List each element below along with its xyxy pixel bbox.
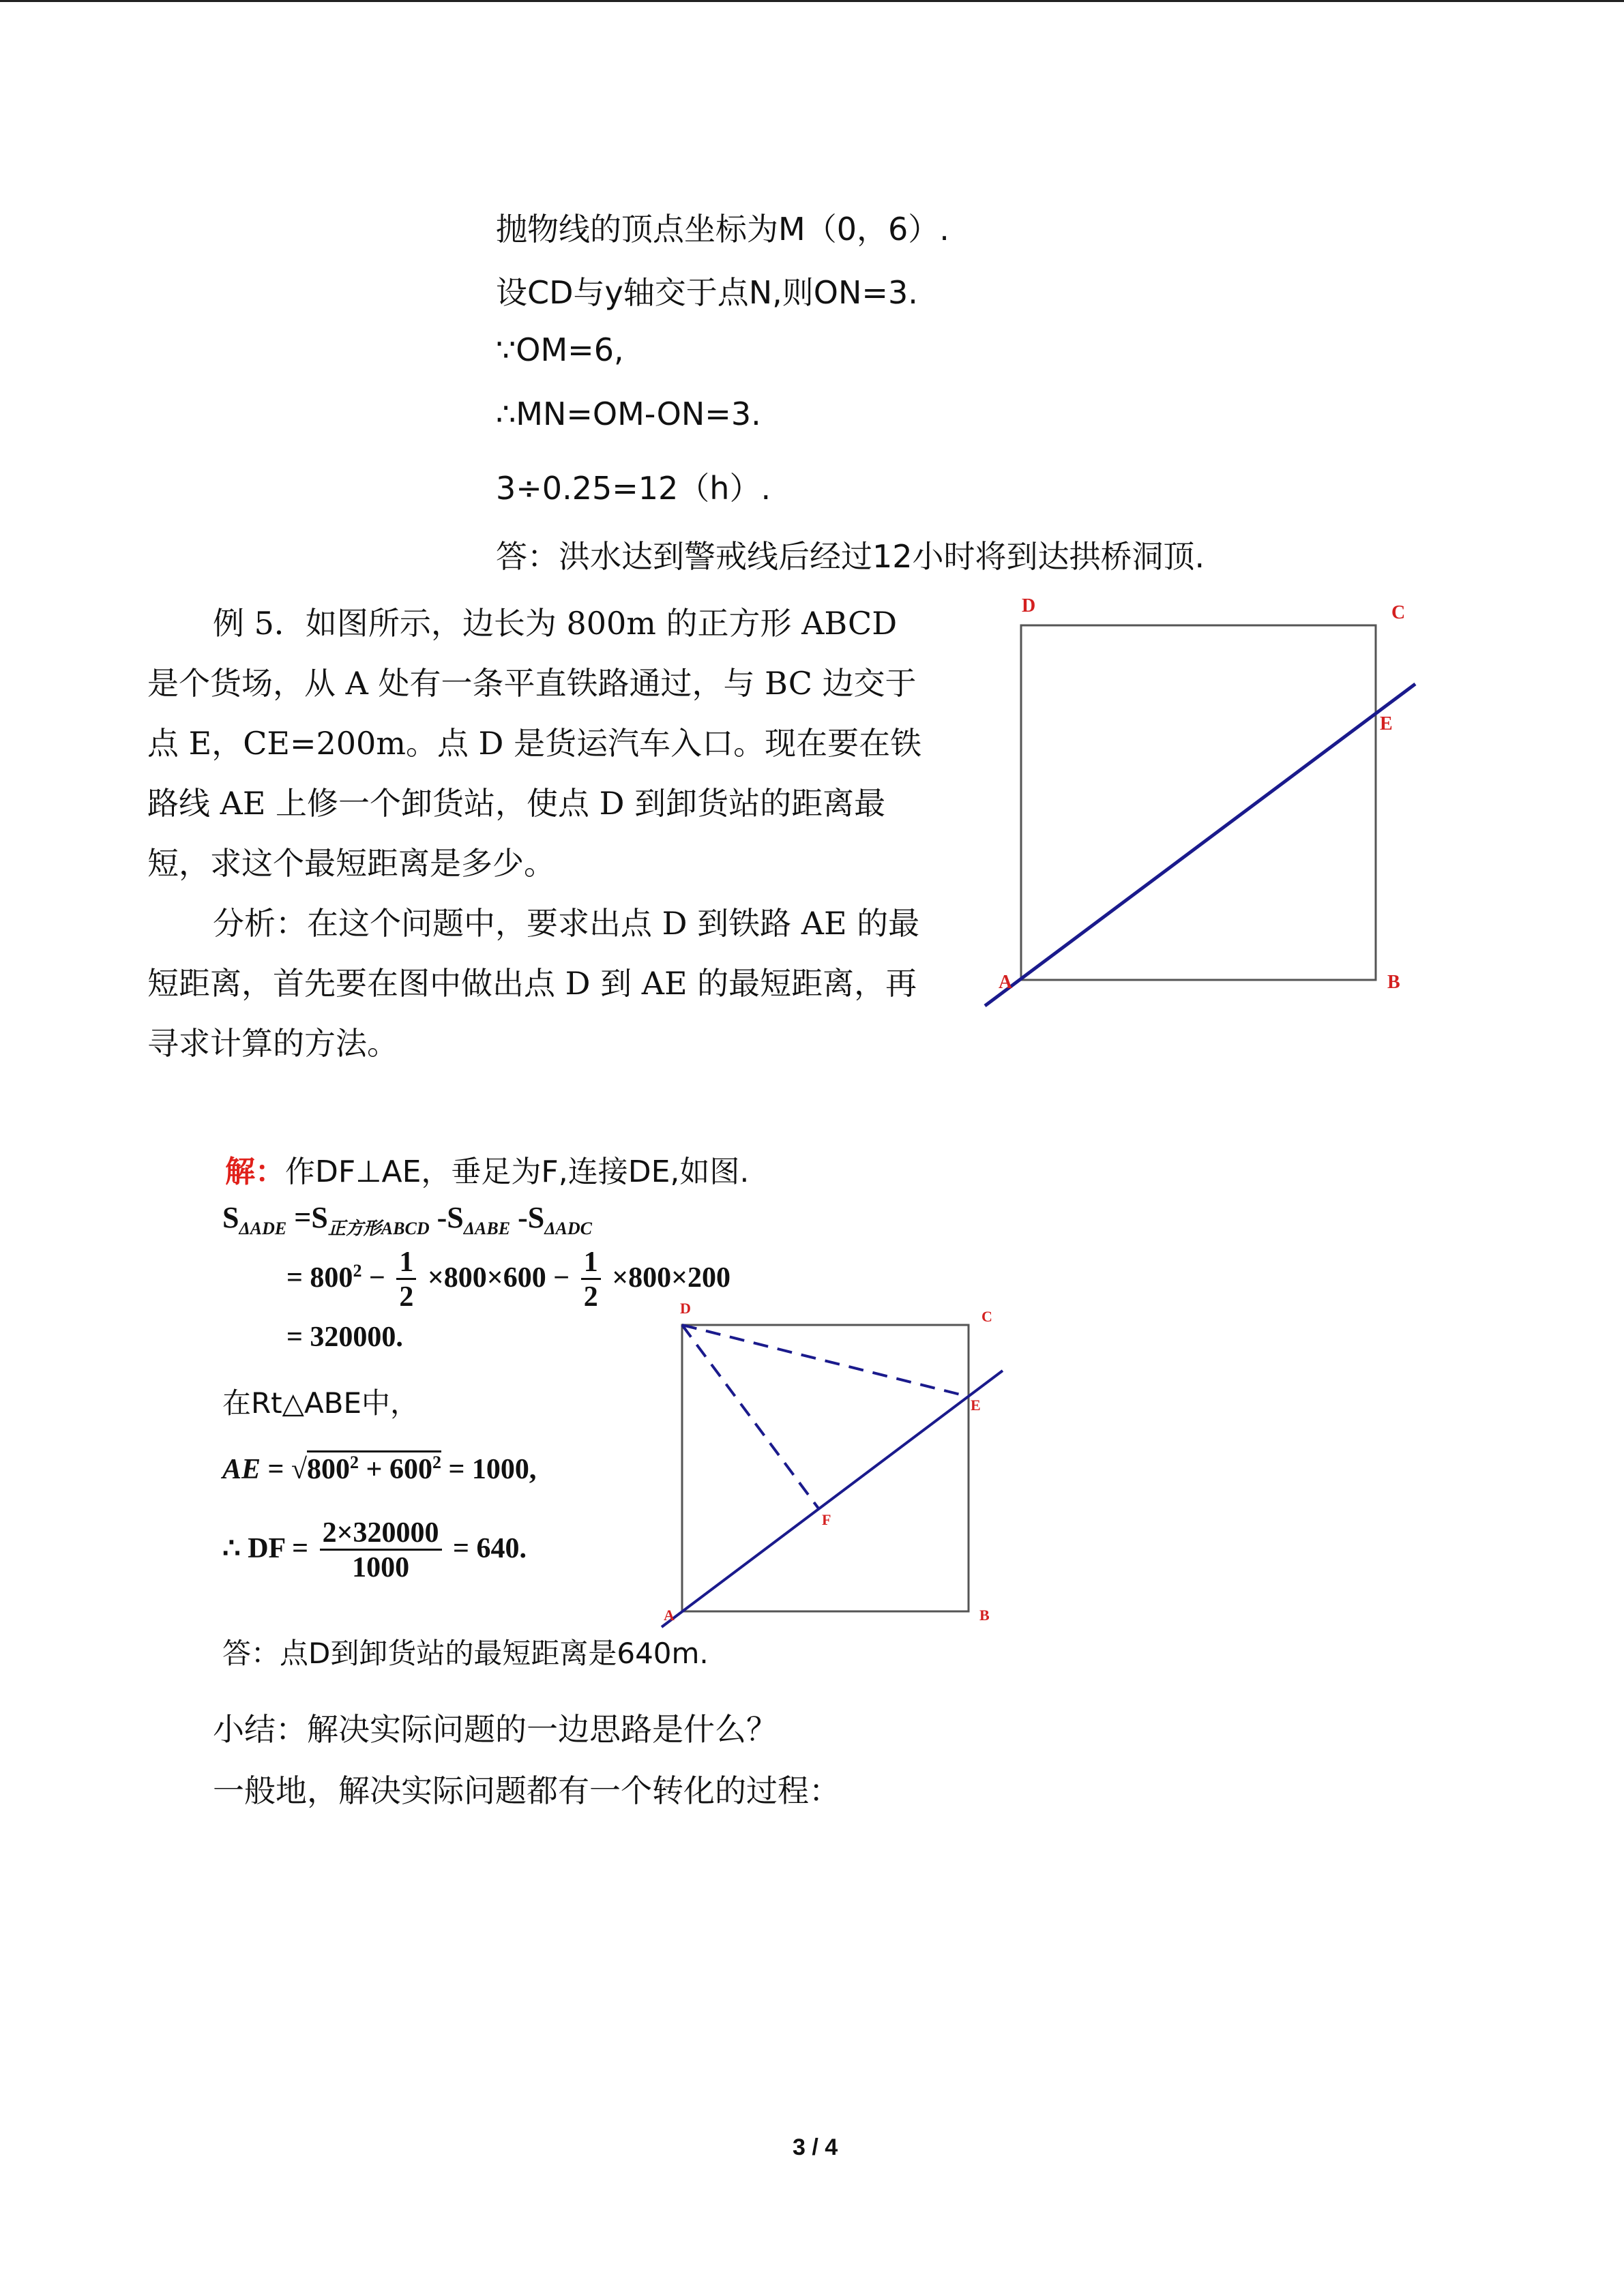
half-fraction-2 <box>581 1247 601 1314</box>
label-d: D <box>1022 595 1036 616</box>
label2-c: C <box>981 1308 992 1325</box>
half-fraction <box>396 1247 416 1314</box>
area-lhs: S <box>222 1201 239 1234</box>
page-number: 3 / 4 <box>793 2134 838 2160</box>
label-c: C <box>1391 602 1406 623</box>
area-result: = 320000. <box>286 1322 403 1353</box>
ae-800: 800 <box>307 1454 351 1485</box>
solution-construct-line <box>225 1147 749 1191</box>
sol-prev-line2: 设CD与y轴交于点N,则ON=3. <box>496 274 918 311</box>
ae-sup1: 2 <box>350 1452 359 1472</box>
solution-label: 解： <box>225 1154 285 1189</box>
label2-a: A <box>664 1607 675 1624</box>
example5-analysis: 分析：在这个问题中，要求出点 D 到铁路 AE 的最短距离，首先要在图中做出点 D 到 AE 的最短距离，再寻求计算的方法。 <box>147 905 920 1062</box>
area-sub-adc: ΔADC <box>544 1218 592 1238</box>
half-den-2: 2 <box>583 1281 598 1313</box>
calc-sup: 2 <box>353 1261 362 1281</box>
label2-b: B <box>979 1607 990 1624</box>
railway-line <box>985 684 1415 1006</box>
ae-result: = 1000, <box>448 1454 537 1485</box>
figure-square-railway <box>975 586 1426 1016</box>
calc-term1: ×800×600 − <box>427 1262 570 1294</box>
sol-prev-answer: 答：洪水达到警戒线后经过12小时将到达拱桥洞顶. <box>496 538 1205 575</box>
square-abcd-2 <box>682 1325 969 1611</box>
df-num: 2×320000 <box>320 1517 442 1551</box>
summary-question: 小结：解决实际问题的一边思路是什么？ <box>213 1711 778 1748</box>
summary-answer: 一般地，解决实际问题都有一个转化的过程： <box>213 1772 840 1809</box>
ae-lhs: AE <box>222 1454 261 1485</box>
area-minus2: -S <box>518 1201 545 1234</box>
sol-prev-line5: 3÷0.25=12（h）. <box>496 470 771 507</box>
label-a: A <box>999 972 1013 993</box>
half-num: 1 <box>396 1247 416 1280</box>
rt-triangle-text: 在Rt△ABE中， <box>222 1386 419 1420</box>
area-minus1: -S <box>437 1201 464 1234</box>
area-sub-abe: ΔABE <box>463 1218 511 1238</box>
ae-sup2: 2 <box>432 1452 441 1472</box>
segment-df <box>682 1325 818 1508</box>
sqrt-radicand <box>307 1450 441 1485</box>
df-den: 1000 <box>352 1552 410 1583</box>
example5-problem: 例 5．如图所示，边长为 800m 的正方形 ABCD 是个货场，从 A 处有一条平直铁路通过，与 BC 边交于点 E，CE=200m。点 D 是货运汽车入口。现在要在铁路线 AE 上修一个卸货站，使点 D 到卸货站的距离最短，求这个最短距离是多少。 <box>147 605 922 882</box>
area-formula <box>222 1200 592 1240</box>
label2-e: E <box>971 1397 981 1414</box>
segment-de <box>682 1325 969 1397</box>
label-e: E <box>1380 713 1393 734</box>
square-abcd <box>1021 625 1376 980</box>
calc-minus: − <box>368 1262 385 1294</box>
label2-d: D <box>680 1300 691 1317</box>
sol-prev-line1: 抛物线的顶点坐标为M（0，6）. <box>496 211 949 248</box>
page-top-border <box>0 0 1624 2</box>
solution-construct: 作DF⊥AE，垂足为F,连接DE,如图. <box>285 1154 750 1189</box>
ae-eq: = <box>267 1454 284 1485</box>
figure-solution-perpendicular <box>651 1289 1020 1637</box>
sol-prev-line3: ∵OM=6, <box>496 331 624 368</box>
sol-prev-line4: ∴MN=OM-ON=3. <box>496 396 761 432</box>
ae-formula <box>222 1452 536 1486</box>
area-sub-square: 正方形ABCD <box>327 1218 430 1238</box>
ae-600: + 600 <box>366 1454 432 1485</box>
calc-term2: ×800×200 <box>612 1262 731 1294</box>
df-lhs: ∴ DF = <box>222 1533 309 1565</box>
df-formula <box>222 1517 527 1585</box>
railway-line-2 <box>662 1371 1003 1627</box>
half-num-2: 1 <box>581 1247 601 1280</box>
label2-f: F <box>822 1511 831 1528</box>
sqrt-sign: √ <box>291 1454 308 1485</box>
label-b: B <box>1387 972 1400 993</box>
area-eq: =S <box>294 1201 328 1234</box>
df-fraction <box>320 1517 442 1585</box>
half-den: 2 <box>399 1281 414 1313</box>
solution-answer: 答：点D到卸货站的最短距离是640m. <box>222 1637 709 1670</box>
df-result: = 640. <box>453 1533 527 1565</box>
calc-800: = 800 <box>286 1262 353 1294</box>
area-sub-ade: ΔADE <box>239 1218 287 1238</box>
